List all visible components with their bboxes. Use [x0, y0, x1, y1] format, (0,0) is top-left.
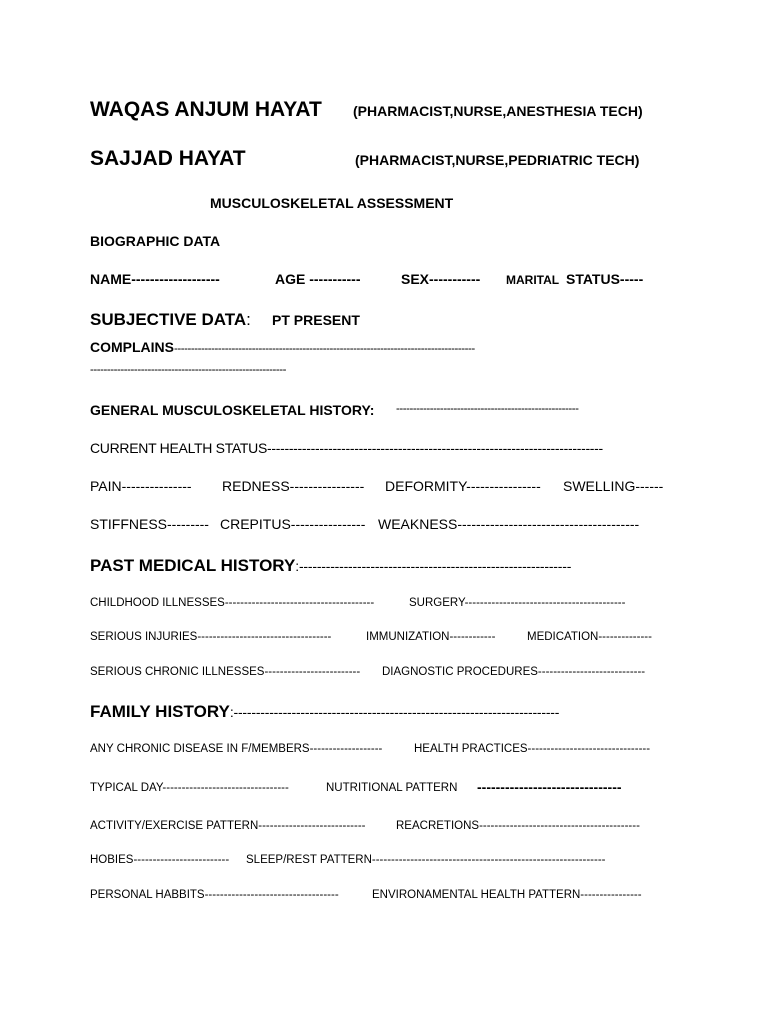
- symptom-row-1: [90, 479, 690, 493]
- sleep-rest-field: SLEEP/REST PATTERN-------------------------------------------------------------: [246, 854, 606, 866]
- recreations-field: REACRETIONS------------------------------------------: [396, 820, 640, 832]
- swelling-field: SWELLING------: [563, 478, 664, 494]
- past-row-1: [90, 598, 690, 610]
- current-health-status: CURRENT HEALTH STATUS-----------------------------------------------------------------------------: [90, 440, 603, 456]
- general-history-line: ------------------------------------------------------: [396, 403, 579, 415]
- deformity-field: DEFORMITY----------------: [385, 478, 541, 494]
- family-row-3: [90, 821, 690, 833]
- biographic-row: [90, 272, 690, 286]
- subjective-heading: SUBJECTIVE DATA: [90, 310, 247, 329]
- past-medical-heading: PAST MEDICAL HISTORY: [90, 556, 296, 575]
- sex-field: SEX-----------: [401, 271, 481, 287]
- page-title: MUSCULOSKELETAL ASSESSMENT: [210, 195, 454, 211]
- family-row-4: [90, 855, 690, 867]
- redness-field: REDNESS----------------: [222, 478, 365, 494]
- immunization-field: IMMUNIZATION------------: [366, 631, 496, 643]
- author-line-1: [90, 98, 643, 121]
- family-row-5: [90, 890, 690, 902]
- past-row-3: [90, 667, 690, 679]
- age-field: AGE -----------: [275, 271, 361, 287]
- hobies-field: HOBIES-------------------------: [90, 854, 230, 866]
- family-row-1: [90, 744, 690, 756]
- pt-present: PT PRESENT: [272, 312, 360, 328]
- author-name-2: SAJJAD HAYAT: [90, 147, 246, 170]
- complains-line-2: ----------------------------------------------------------: [90, 364, 287, 376]
- childhood-illnesses-field: CHILDHOOD ILLNESSES---------------------------------------: [90, 597, 375, 609]
- author-line-2: [90, 147, 640, 170]
- general-history-row: [90, 403, 690, 419]
- biographic-heading: BIOGRAPHIC DATA: [90, 233, 221, 249]
- personal-habits-field: PERSONAL HABBITS-----------------------------------: [90, 889, 339, 901]
- surgery-field: SURGERY------------------------------------------: [409, 597, 626, 609]
- symptom-row-2: [90, 517, 690, 531]
- typical-day-field: TYPICAL DAY---------------------------------: [90, 782, 289, 794]
- past-medical-line: :-------------------------------------------------------------: [295, 558, 572, 574]
- subjective-colon: :: [246, 310, 251, 329]
- environmental-health-field: ENVIRONAMENTAL HEALTH PATTERN----------------: [372, 889, 642, 901]
- author-name-1: WAQAS ANJUM HAYAT: [90, 98, 322, 121]
- nutritional-pattern-line: -------------------------------: [477, 779, 622, 795]
- pain-field: PAIN---------------: [90, 478, 192, 494]
- serious-injuries-field: SERIOUS INJURIES-----------------------------------: [90, 631, 332, 643]
- medication-field: MEDICATION--------------: [527, 631, 652, 643]
- weakness-field: WEAKNESS---------------------------------------: [378, 516, 640, 532]
- nutritional-pattern-label: NUTRITIONAL PATTERN: [326, 782, 458, 794]
- family-row-2: [90, 779, 690, 795]
- author-credentials-1: (PHARMACIST,NURSE,ANESTHESIA TECH): [353, 103, 643, 119]
- past-medical-row: [90, 557, 571, 575]
- crepitus-field: CREPITUS----------------: [220, 516, 366, 532]
- author-credentials-2: (PHARMACIST,NURSE,PEDRIATRIC TECH): [355, 152, 640, 168]
- complains-row: [90, 340, 475, 356]
- name-field: NAME-------------------: [90, 271, 220, 287]
- complains-label: COMPLAINS: [90, 339, 174, 355]
- subjective-row: [90, 311, 690, 329]
- marital-prefix: MARITAL: [506, 273, 560, 287]
- family-history-row: [90, 703, 559, 721]
- health-practices-field: HEALTH PRACTICES--------------------------------: [414, 743, 651, 755]
- general-history-label: GENERAL MUSCULOSKELETAL HISTORY:: [90, 402, 375, 418]
- past-row-2: [90, 632, 690, 644]
- diagnostic-procedures-field: DIAGNOSTIC PROCEDURES----------------------------: [382, 666, 646, 678]
- activity-exercise-field: ACTIVITY/EXERCISE PATTERN----------------------------: [90, 820, 366, 832]
- complains-line-1: -----------------------------------------------------------------------------------------: [174, 343, 475, 355]
- marital-status-field: STATUS-----: [566, 271, 644, 287]
- chronic-disease-field: ANY CHRONIC DISEASE IN F/MEMBERS-------------------: [90, 743, 383, 755]
- family-history-heading: FAMILY HISTORY: [90, 702, 230, 721]
- stiffness-field: STIFFNESS---------: [90, 516, 209, 532]
- chronic-illnesses-field: SERIOUS CHRONIC ILLNESSES-------------------------: [90, 666, 361, 678]
- family-history-line: :-------------------------------------------------------------------------: [229, 704, 560, 720]
